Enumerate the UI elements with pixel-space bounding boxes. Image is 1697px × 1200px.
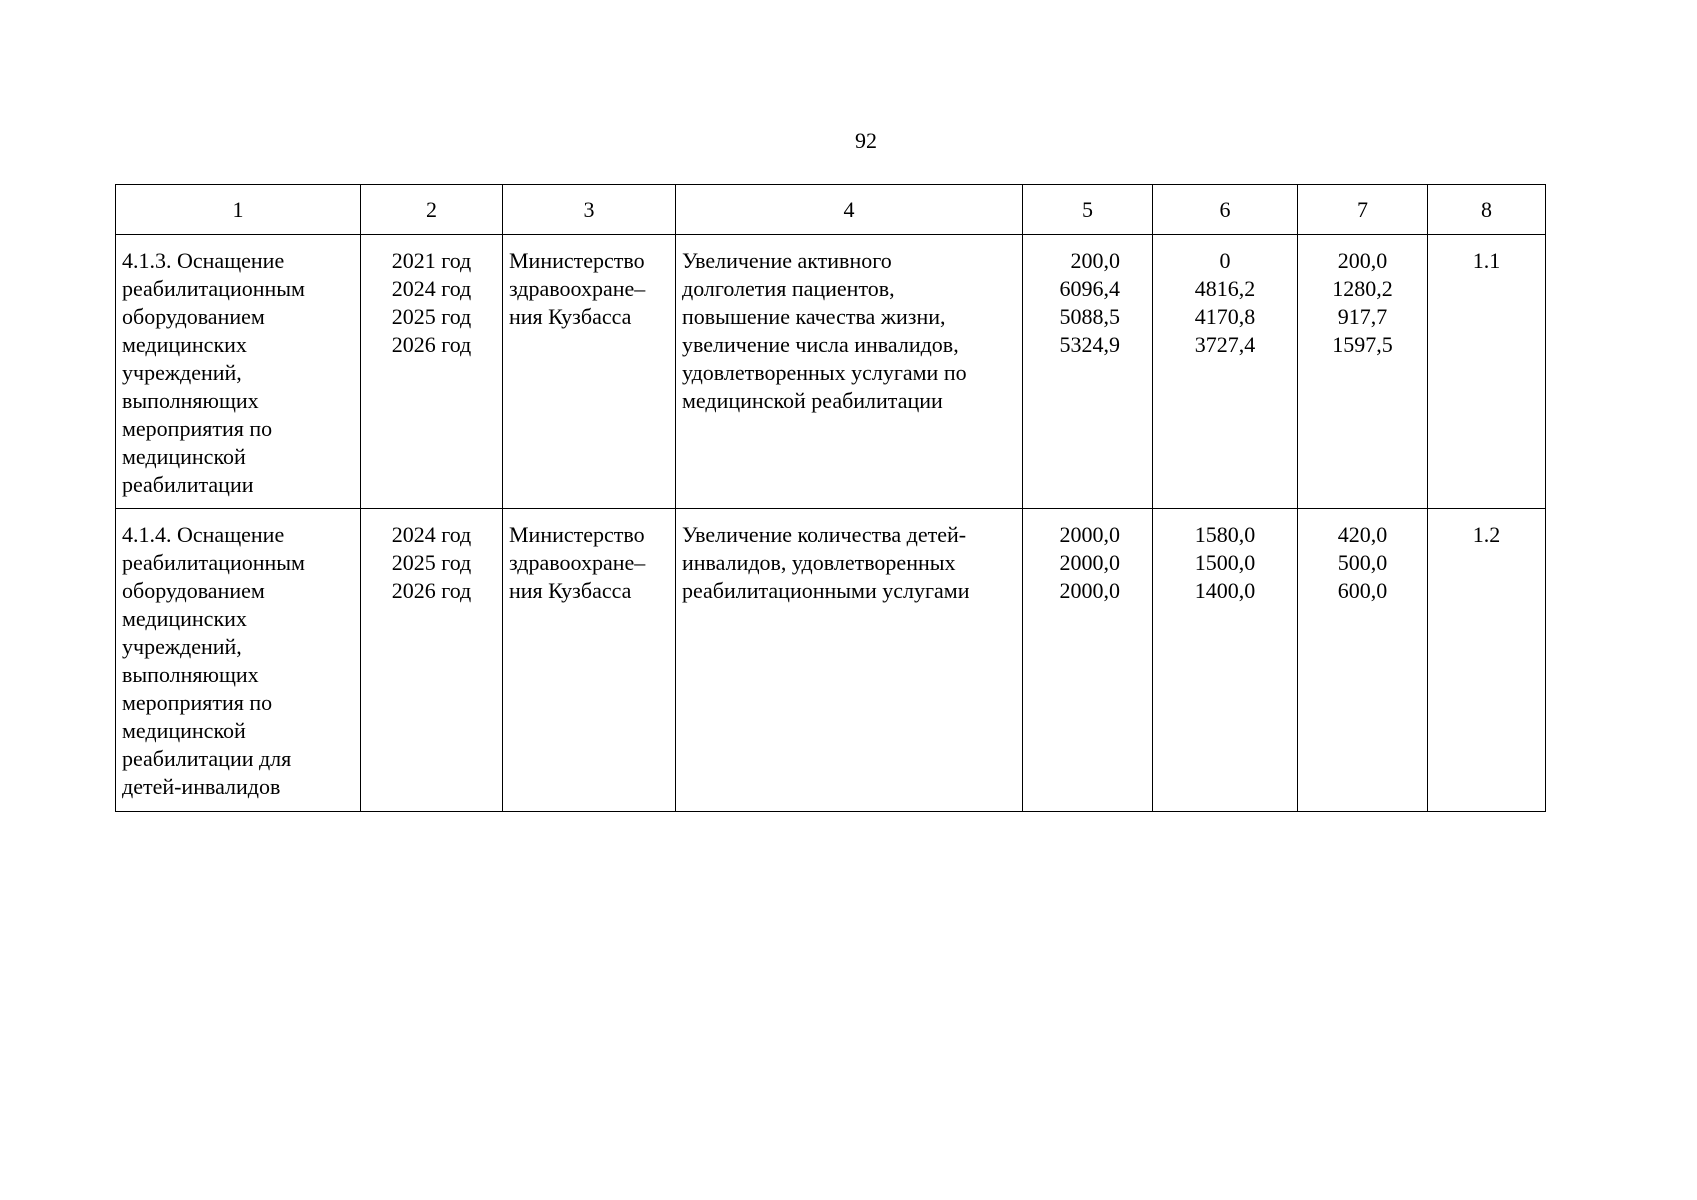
column-7-value: 500,0 <box>1337 550 1388 575</box>
column-6-value: 4170,8 <box>1194 304 1256 329</box>
column-6-value: 1400,0 <box>1194 578 1256 603</box>
column-7-cell <box>1298 509 1428 812</box>
column-5-cell <box>1023 509 1153 812</box>
column-6-value: 1580,0 <box>1194 522 1256 547</box>
measure-name-line: мероприятия по <box>122 690 273 715</box>
result-line: удовлетворенных услугами по <box>682 360 967 385</box>
column-5-value: 2000,0 <box>1059 522 1120 547</box>
result-line: инвалидов, удовлетворенных <box>682 550 956 575</box>
year-value: 2021 год <box>391 248 472 273</box>
result-line: Увеличение активного <box>682 248 892 273</box>
year-value: 2024 год <box>391 276 472 301</box>
column-7-value: 917,7 <box>1337 304 1388 329</box>
column-header-8: 8 <box>1428 185 1546 235</box>
measure-name-line: реабилитации для <box>122 746 292 771</box>
measure-name-line: выполняющих <box>122 388 259 413</box>
measure-name-line: медицинских <box>122 606 247 631</box>
column-6-cell <box>1153 509 1298 812</box>
column-header-5: 5 <box>1023 185 1153 235</box>
column-7-value: 200,0 <box>1337 248 1388 273</box>
measure-name-line: учреждений, <box>122 634 242 659</box>
program-measures-table <box>115 184 1546 812</box>
executor-line: Министерство <box>509 248 645 273</box>
measure-name-line: реабилитации <box>122 472 254 497</box>
indicator-ref: 1.2 <box>1472 522 1501 547</box>
column-header-6: 6 <box>1153 185 1298 235</box>
column-5-value: 200,0 <box>1070 248 1120 273</box>
year-value: 2025 год <box>391 550 472 575</box>
column-5-value: 2000,0 <box>1059 578 1120 603</box>
measure-name-line: оборудованием <box>122 578 265 603</box>
measure-name-line: реабилитационным <box>122 276 305 301</box>
measure-name-cell <box>116 235 361 509</box>
column-7-cell <box>1298 235 1428 509</box>
page-number: 92 <box>855 128 877 153</box>
indicator-ref: 1.1 <box>1472 248 1501 273</box>
measure-name-line: детей-инвалидов <box>122 774 281 799</box>
table-row <box>116 235 1546 509</box>
column-5-value: 5324,9 <box>1059 332 1120 357</box>
measure-name-line: учреждений, <box>122 360 242 385</box>
year-value: 2025 год <box>391 304 472 329</box>
column-7-value: 1280,2 <box>1332 276 1393 301</box>
executor-line: здравоохране– <box>509 550 646 575</box>
years-cell <box>361 235 503 509</box>
result-line: реабилитационными услугами <box>682 578 970 603</box>
column-6-value: 3727,4 <box>1194 332 1256 357</box>
column-header-2: 2 <box>361 185 503 235</box>
measure-name-line: 4.1.3. Оснащение <box>122 248 285 273</box>
measure-name-line: мероприятия по <box>122 416 273 441</box>
result-line: повышение качества жизни, <box>682 304 946 329</box>
column-8-cell <box>1428 235 1546 509</box>
result-cell <box>676 509 1023 812</box>
executor-cell <box>503 509 676 812</box>
year-value: 2026 год <box>391 578 472 603</box>
column-header-3: 3 <box>503 185 676 235</box>
result-line: долголетия пациентов, <box>682 276 895 301</box>
result-line: Увеличение количества детей- <box>682 522 967 547</box>
year-value: 2024 год <box>391 522 472 547</box>
measure-name-cell <box>116 509 361 812</box>
column-6-value: 4816,2 <box>1194 276 1256 301</box>
measure-name-line: медицинской <box>122 444 246 469</box>
executor-line: здравоохране– <box>509 276 646 301</box>
executor-line: ния Кузбасса <box>509 304 632 329</box>
column-header-4: 4 <box>676 185 1023 235</box>
column-5-value: 2000,0 <box>1059 550 1120 575</box>
measure-name-line: оборудованием <box>122 304 265 329</box>
years-cell <box>361 509 503 812</box>
column-5-cell <box>1023 235 1153 509</box>
header-row <box>116 185 1546 235</box>
measure-name-line: реабилитационным <box>122 550 305 575</box>
executor-line: Министерство <box>509 522 645 547</box>
measure-name-line: медицинской <box>122 718 246 743</box>
column-6-cell <box>1153 235 1298 509</box>
column-5-value: 5088,5 <box>1059 304 1120 329</box>
column-6-value: 0 <box>1219 248 1231 273</box>
table-row <box>116 509 1546 812</box>
result-cell <box>676 235 1023 509</box>
year-value: 2026 год <box>391 332 472 357</box>
column-7-value: 1597,5 <box>1332 332 1393 357</box>
column-header-1: 1 <box>116 185 361 235</box>
measure-name-line: 4.1.4. Оснащение <box>122 522 285 547</box>
column-8-cell <box>1428 509 1546 812</box>
result-line: увеличение числа инвалидов, <box>682 332 959 357</box>
column-6-value: 1500,0 <box>1194 550 1256 575</box>
result-line: медицинской реабилитации <box>682 388 943 413</box>
column-7-value: 600,0 <box>1337 578 1388 603</box>
measure-name-line: медицинских <box>122 332 247 357</box>
executor-cell <box>503 235 676 509</box>
column-header-7: 7 <box>1298 185 1428 235</box>
measure-name-line: выполняющих <box>122 662 259 687</box>
executor-line: ния Кузбасса <box>509 578 632 603</box>
column-5-value: 6096,4 <box>1059 276 1120 301</box>
column-7-value: 420,0 <box>1337 522 1388 547</box>
